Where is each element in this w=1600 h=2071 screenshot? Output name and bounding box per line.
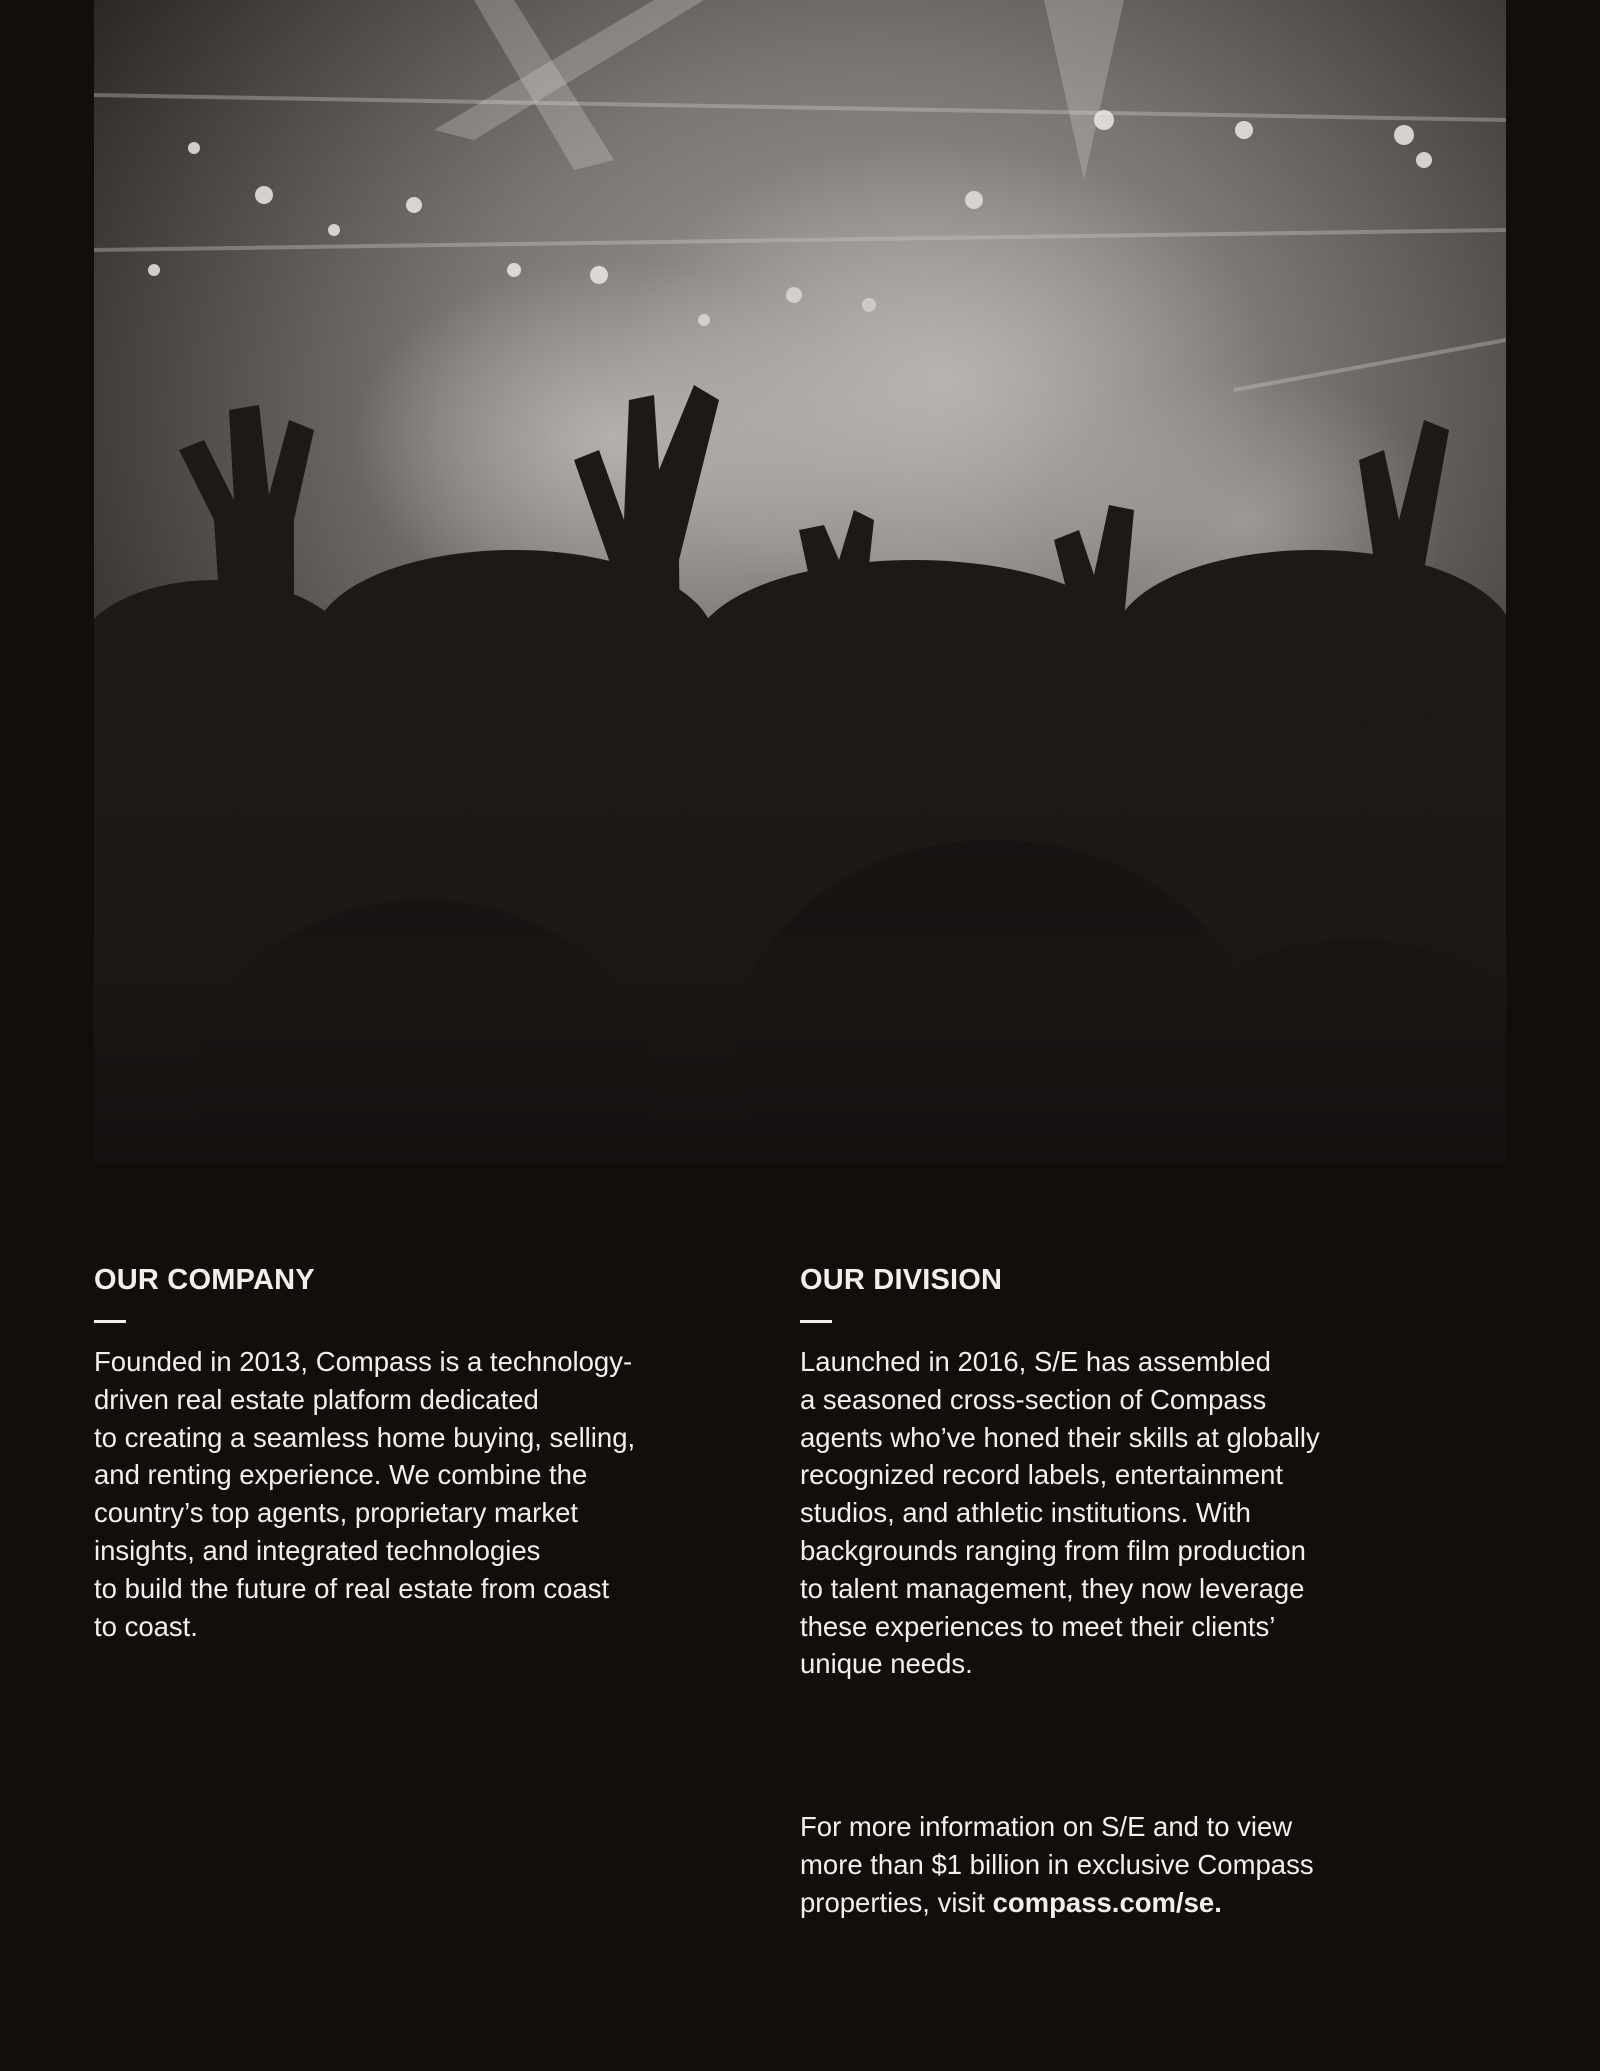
compass-se-link[interactable]: compass.com/se. [992,1886,1222,1918]
more-info-sentence: For more information on S/E and to view more than $1 billion in exclusive Compass properties, visit [800,1811,1314,1918]
more-info-text [800,1808,1440,1921]
our-division-heading: OUR DIVISION [800,1264,1003,1296]
our-division-section [800,1262,1440,1683]
heading-rule [94,1320,126,1323]
our-company-section [94,1262,734,1645]
concert-photo-illustration [94,0,1506,1162]
our-company-body: Founded in 2013, Compass is a technology- driven real estate platform dedicated to creating a seamless home buying, selling, and renting experience. We combine the country’s top agents, proprietary market insights, and integrated technologies to build the future of real estate from coast to coast. [94,1346,636,1642]
concert-crowd-photo [94,0,1506,1162]
our-company-heading: OUR COMPANY [94,1264,315,1296]
heading-rule [800,1320,832,1323]
our-division-body: Launched in 2016, S/E has assembled a seasoned cross-section of Compass agents who’ve honed their skills at globally recognized record labels, entertainment studios, and athletic institutions. With backgrounds ranging from film production to talent management, they now leverage these experiences to meet their clients’ unique needs. [800,1346,1320,1680]
